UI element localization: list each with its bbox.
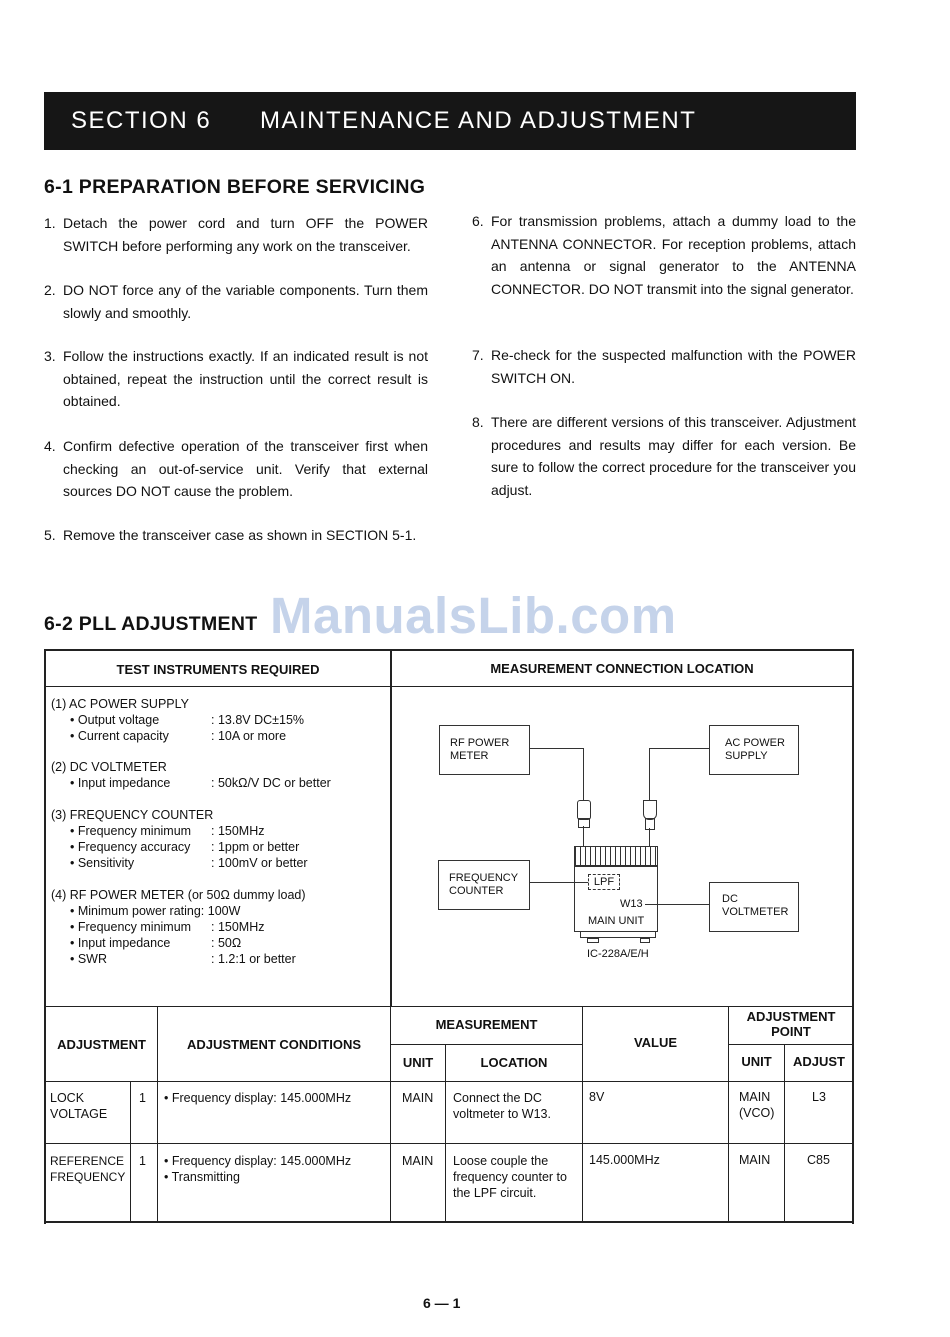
- measurement-value: 8V: [589, 1090, 605, 1104]
- table-divider: [130, 1081, 131, 1223]
- instrument-spec-label: • Frequency minimum: [70, 824, 192, 838]
- table-border-bottom: [44, 1221, 854, 1223]
- table-divider: [390, 649, 392, 1007]
- lpf-label: LPF: [588, 874, 620, 890]
- foot-icon: [640, 938, 650, 943]
- model-label: IC-228A/E/H: [587, 948, 649, 960]
- adjustment-point-adjust: C85: [807, 1153, 830, 1167]
- instrument-title: (4) RF POWER METER (or 50Ω dummy load): [51, 888, 306, 902]
- table-divider: [390, 1044, 582, 1045]
- section-banner: [44, 92, 856, 150]
- adjustment-point-unit: MAIN (VCO): [739, 1090, 775, 1120]
- table-divider: [44, 686, 854, 687]
- measurement-unit: MAIN: [402, 1154, 434, 1168]
- adjustment-name: REFERENCE FREQUENCY: [50, 1154, 126, 1184]
- instrument-spec-label: • Input impedance: [70, 776, 171, 790]
- adjustment-conditions: • Frequency display: 145.000MHz: [164, 1091, 352, 1105]
- instrument-title: (1) AC POWER SUPPLY: [51, 697, 189, 711]
- adjustment-point-header: ADJUSTMENT POINT: [746, 1009, 836, 1039]
- instrument-spec-value: : 1ppm or better: [211, 840, 300, 854]
- wire: [583, 748, 584, 800]
- list-item: 2. DO NOT force any of the variable components. Turn them slowly and smoothly.: [44, 282, 428, 321]
- measurement-unit: MAIN: [402, 1091, 434, 1105]
- rf-power-meter-box: RF POWER METER: [439, 725, 530, 775]
- connection-header: MEASUREMENT CONNECTION LOCATION: [490, 661, 754, 676]
- table-divider: [44, 1081, 854, 1082]
- adjustment-header: ADJUSTMENT: [57, 1037, 146, 1052]
- instrument-spec-label: • Frequency accuracy: [70, 840, 191, 854]
- instrument-spec-value: : 50Ω: [211, 936, 242, 950]
- instrument-spec-value: : 1.2:1 or better: [211, 952, 296, 966]
- instrument-spec-label: • Frequency minimum: [70, 920, 192, 934]
- list-item: 1. Detach the power cord and turn OFF the POWER SWITCH before performing any work on the transceiver.: [44, 215, 428, 254]
- ap-adjust-header: ADJUST: [792, 1054, 845, 1069]
- wire: [649, 828, 650, 848]
- instrument-spec-label: • Current capacity: [70, 729, 169, 743]
- ac-power-supply-box: AC POWER SUPPLY: [709, 725, 799, 775]
- wire: [583, 826, 584, 848]
- instrument-title: (3) FREQUENCY COUNTER: [51, 808, 214, 822]
- list-item: 5. Remove the transceiver case as shown in SECTION 5-1.: [44, 527, 417, 543]
- table-border-left: [44, 649, 46, 1224]
- instrument-spec-label: • Output voltage: [70, 713, 160, 727]
- dc-plug-icon: [643, 800, 657, 820]
- pll-heading: 6-2 PLL ADJUSTMENT: [44, 613, 258, 635]
- table-divider: [784, 1044, 785, 1223]
- measurement-header: MEASUREMENT: [435, 1017, 538, 1032]
- list-item: 3. Follow the instructions exactly. If an indicated result is not obtained, repeat the instruction until the correct result is obtained.: [44, 348, 428, 410]
- list-item: 8. There are different versions of this transceiver. Adjustment procedures and results may differ for each version. Be sure to follow the correct procedure for the transceiver you adjust.: [472, 414, 856, 498]
- instrument-spec-label: • Input impedance: [70, 936, 171, 950]
- page-number: 6 — 1: [423, 1295, 461, 1311]
- ap-unit-header: UNIT: [741, 1054, 772, 1069]
- dc-voltmeter-box: DC VOLTMETER: [709, 882, 799, 932]
- measurement-location: Connect the DC voltmeter to W13.: [453, 1091, 551, 1121]
- table-divider: [445, 1044, 446, 1223]
- list-item: 7. Re-check for the suspected malfunction with the POWER SWITCH ON.: [472, 347, 856, 386]
- adjustment-name: LOCK VOLTAGE: [50, 1091, 108, 1121]
- table-divider: [390, 1006, 391, 1223]
- adjustment-point-adjust: L3: [812, 1090, 826, 1104]
- instrument-spec-value: : 100mV or better: [211, 856, 308, 870]
- instrument-spec-label: • Sensitivity: [70, 856, 135, 870]
- step-number: 1: [139, 1154, 146, 1168]
- section-title: MAINTENANCE AND ADJUSTMENT: [260, 107, 697, 134]
- list-item: 4. Confirm defective operation of the transceiver first when checking an out-of-service unit. Verify that external sources DO NOT cause the problem.: [44, 438, 428, 500]
- instrument-spec-value: : 50kΩ/V DC or better: [211, 776, 331, 790]
- adjustment-conditions: • Frequency display: 145.000MHz • Transmitting: [164, 1154, 352, 1184]
- watermark: ManualsLib.com: [270, 587, 677, 644]
- instrument-title: (2) DC VOLTMETER: [51, 760, 167, 774]
- measurement-location: Loose couple the frequency counter to the LPF circuit.: [453, 1154, 567, 1200]
- wire: [649, 748, 709, 749]
- wire: [649, 748, 650, 800]
- connector-plug-icon: [578, 818, 590, 828]
- table-divider: [44, 1143, 854, 1144]
- section-number: SECTION 6: [71, 107, 212, 134]
- table-border-top: [44, 649, 854, 651]
- instrument-spec-value: : 10A or more: [211, 729, 287, 743]
- conditions-header: ADJUSTMENT CONDITIONS: [186, 1037, 362, 1052]
- location-header: LOCATION: [480, 1055, 548, 1070]
- frequency-counter-box: FREQUENCY COUNTER: [438, 860, 530, 910]
- w13-label: W13: [620, 898, 643, 910]
- main-unit-label: MAIN UNIT: [588, 915, 645, 927]
- table-divider: [728, 1044, 853, 1045]
- value-header: VALUE: [633, 1035, 678, 1050]
- instruments-header: TEST INSTRUMENTS REQUIRED: [116, 662, 320, 677]
- prep-heading: 6-1 PREPARATION BEFORE SERVICING: [44, 176, 426, 198]
- adjustment-point-unit: MAIN: [739, 1153, 771, 1167]
- antenna-connector-icon: [577, 800, 591, 820]
- table-border-right: [852, 649, 854, 1224]
- wire: [530, 748, 584, 749]
- unit-header: UNIT: [402, 1055, 434, 1070]
- instrument-spec-value: : 150MHz: [211, 920, 265, 934]
- instrument-spec-value: : 13.8V DC±15%: [211, 713, 305, 727]
- table-divider: [44, 1006, 854, 1007]
- instrument-spec-label: • SWR: [70, 952, 108, 966]
- foot-icon: [587, 938, 599, 943]
- instrument-spec-label: • Minimum power rating: 100W: [70, 904, 241, 918]
- heatsink-icon: [574, 846, 658, 866]
- connector-plug-icon: [645, 818, 655, 830]
- step-number: 1: [139, 1091, 146, 1105]
- list-item: 6. For transmission problems, attach a dummy load to the ANTENNA CONNECTOR. For reception problems, attach an antenna or signal generator to the ANTENNA CONNECTOR. DO NOT transmit into the signal generator.: [472, 213, 856, 297]
- measurement-value: 145.000MHz: [589, 1153, 660, 1167]
- instrument-spec-value: : 150MHz: [211, 824, 265, 838]
